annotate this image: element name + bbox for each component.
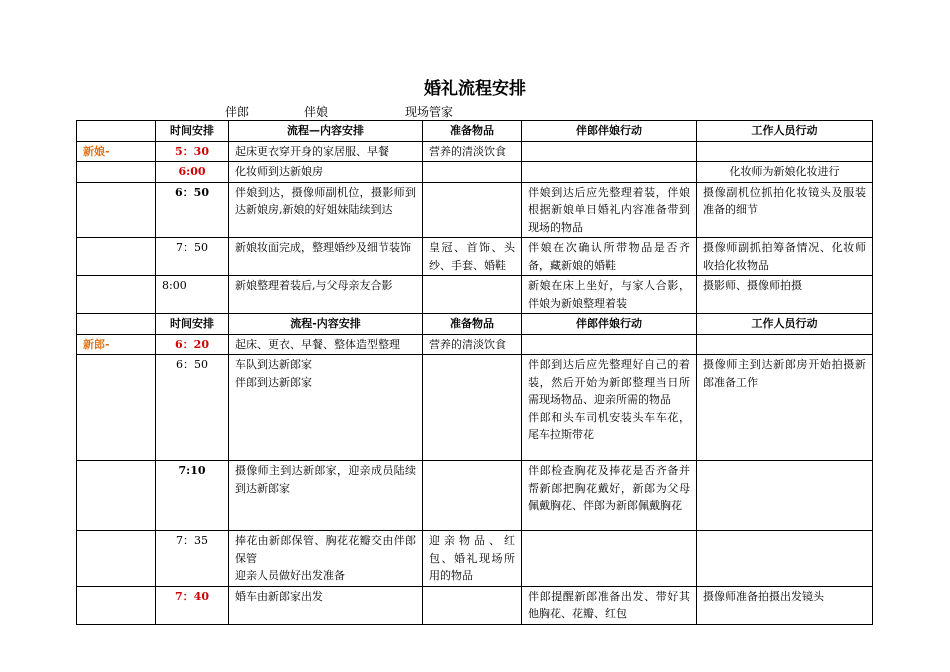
table-row	[77, 141, 873, 162]
staff-cell: 摄像师副抓拍筹备情况、化妆师收拾化妆物品	[697, 238, 873, 276]
items-cell: 迎亲物品、红包、婚礼现场所用的物品	[423, 531, 522, 587]
items-cell	[423, 182, 522, 238]
table-row	[77, 461, 873, 531]
time-cell: 7:10	[156, 461, 229, 531]
header-time: 时间安排	[156, 121, 229, 142]
header-attendants: 伴郎伴娘行动	[522, 121, 697, 142]
staff-cell	[697, 334, 873, 355]
attendants-cell: 伴娘到达后应先整理着装，伴娘根据新娘单日婚礼内容准备带到现场的物品	[522, 182, 697, 238]
time-cell: 8:00	[156, 276, 229, 314]
content-cell: 起床更衣穿开身的家居服、早餐	[229, 141, 423, 162]
items-cell	[423, 355, 522, 461]
items-cell	[423, 461, 522, 531]
groom-header-row	[77, 314, 873, 335]
section-label-groom: 新郎-	[77, 334, 156, 355]
header-content: 流程—内容安排	[229, 121, 423, 142]
content-cell	[229, 461, 423, 531]
attendants-line: 伴郎到达后应先整理好自己的着装，然后开始为新郎整理当日所需现场物品、迎亲所需的物品	[528, 358, 690, 406]
attendants-cell: 新娘在床上坐好，与家人合影，伴娘为新娘整理着装	[522, 276, 697, 314]
items-cell	[423, 162, 522, 183]
time-cell: 6：20	[156, 334, 229, 355]
time-cell: 6：50	[156, 182, 229, 238]
staff-cell	[697, 141, 873, 162]
staff-cell: 摄影师、摄像师拍摄	[697, 276, 873, 314]
empty-cell	[77, 461, 156, 531]
attendants-cell	[522, 586, 697, 624]
content-cell	[229, 586, 423, 624]
empty-cell	[77, 586, 156, 624]
content-line: 婚车由新郎家出发	[235, 589, 323, 603]
header-cell	[77, 314, 156, 335]
items-cell	[423, 586, 522, 624]
content-cell: 新娘整理着装后,与父母亲友合影	[229, 276, 423, 314]
attendants-cell	[522, 162, 697, 183]
content-cell: 化妆师到达新娘房	[229, 162, 423, 183]
time-cell: 7：40	[156, 586, 229, 624]
attendants-line: 伴郎提醒新郎准备出发、带好其他胸花、花瓣、红包	[528, 589, 690, 620]
staff-cell: 摄像师主到达新郎房开始拍摄新郎准备工作	[697, 355, 873, 461]
header-staff: 工作人员行动	[697, 121, 873, 142]
empty-cell	[77, 162, 156, 183]
staff-cell	[697, 531, 873, 587]
content-line: 捧花由新郎保管、胸花花瓣交由伴郎保管	[235, 534, 416, 565]
role-bridesmaid: 伴娘	[304, 105, 329, 119]
header-items: 准备物品	[423, 121, 522, 142]
content-line: 车队到达新郎家	[235, 358, 312, 371]
attendants-cell: 伴娘在次确认所带物品是否齐备，藏新娘的婚鞋	[522, 238, 697, 276]
section-label-bride: 新娘-	[77, 141, 156, 162]
schedule-table	[76, 120, 873, 625]
table-row	[77, 334, 873, 355]
attendants-line: 伴郎和头车司机安装头车车花，尾车拉斯带花	[528, 410, 690, 441]
content-cell	[229, 355, 423, 461]
table-row	[77, 586, 873, 624]
content-cell	[229, 531, 423, 587]
attendants-line: 伴郎检查胸花及捧花是否齐备并帮新郎把胸花戴好，新郎为父母佩戴胸花、伴郎为新郎佩戴胸花	[528, 464, 690, 512]
attendants-cell	[522, 461, 697, 531]
content-line: 摄像师主到达新郎家，迎亲成员陆续到达新郎家	[235, 464, 416, 495]
header-content: 流程-内容安排	[229, 314, 423, 335]
bride-header-row	[77, 121, 873, 142]
header-cell	[77, 121, 156, 142]
table-row	[77, 355, 873, 461]
time-cell: 6：50	[156, 355, 229, 461]
header-attendants: 伴郎伴娘行动	[522, 314, 697, 335]
attendants-cell	[522, 531, 697, 587]
table-row	[77, 276, 873, 314]
empty-cell	[77, 238, 156, 276]
time-cell: 7：35	[156, 531, 229, 587]
header-time: 时间安排	[156, 314, 229, 335]
staff-cell: 化妆师为新娘化妆进行	[697, 162, 873, 183]
empty-cell	[77, 182, 156, 238]
header-items: 准备物品	[423, 314, 522, 335]
document-title: 婚礼流程安排	[424, 79, 526, 99]
table-row	[77, 182, 873, 238]
attendants-cell	[522, 355, 697, 461]
header-staff: 工作人员行动	[697, 314, 873, 335]
items-cell: 营养的清淡饮食	[423, 141, 522, 162]
staff-cell	[697, 461, 873, 531]
empty-cell	[77, 531, 156, 587]
empty-cell	[77, 276, 156, 314]
staff-cell: 摄像副机位抓拍化妆镜头及服装准备的细节	[697, 182, 873, 238]
role-best-man: 伴郎	[225, 105, 250, 119]
time-cell: 6:00	[156, 162, 229, 183]
role-site-manager: 现场管家	[405, 105, 454, 119]
items-cell: 皇冠、首饰、头纱、手套、婚鞋	[423, 238, 522, 276]
empty-cell	[77, 355, 156, 461]
time-cell: 5：30	[156, 141, 229, 162]
staff-cell: 摄像师准备拍摄出发镜头	[697, 586, 873, 624]
content-line: 伴郎到达新郎家	[235, 375, 312, 389]
items-cell: 营养的清淡饮食	[423, 334, 522, 355]
time-cell: 7：50	[156, 238, 229, 276]
content-line: 迎亲人员做好出发准备	[235, 569, 345, 582]
attendants-cell	[522, 141, 697, 162]
attendants-cell	[522, 334, 697, 355]
table-row	[77, 162, 873, 183]
table-row	[77, 531, 873, 587]
items-cell	[423, 276, 522, 314]
content-cell: 新娘妆面完成，整理婚纱及细节装饰	[229, 238, 423, 276]
content-cell: 起床、更衣、早餐、整体造型整理	[229, 334, 423, 355]
content-cell: 伴娘到达，摄像师副机位，摄影师到达新娘房,新娘的好姐妹陆续到达	[229, 182, 423, 238]
table-row	[77, 238, 873, 276]
